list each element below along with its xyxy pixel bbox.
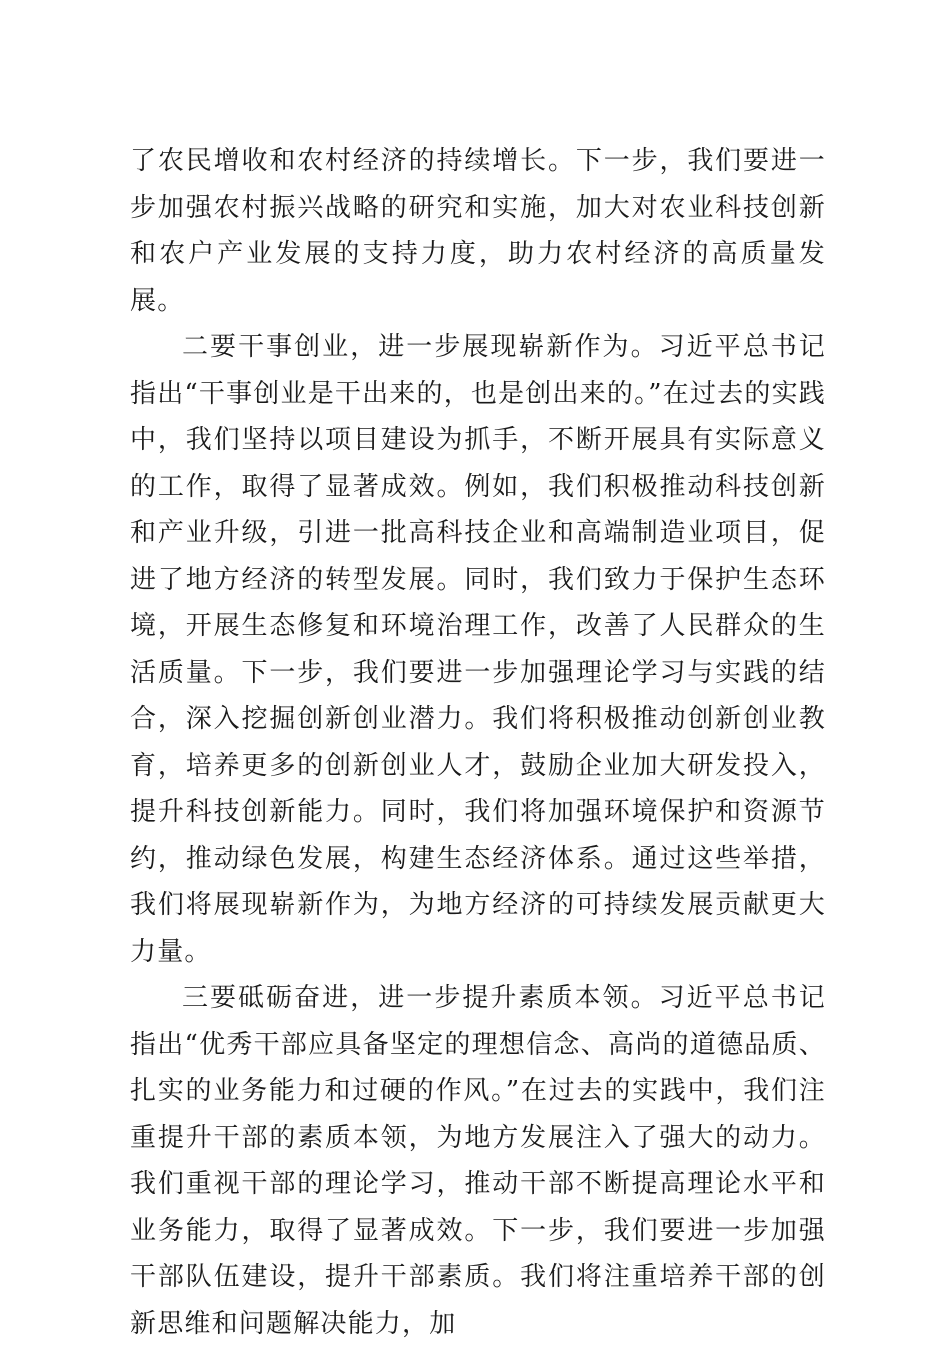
paragraph-second-point: 二要干事创业，进一步展现崭新作为。习近平总书记指出“干事创业是干出来的，也是创出来的。”在过去的实践中，我们坚持以项目建设为抓手，不断开展具有实际意义的工作，取得了显著成效。例如，我们积极推动科技创新和产业升级，引进一批高科技企业和高端制造业项目，促进了地方经济的转型发展。同时，我们致力于保护生态环境，开展生态修复和环境治理工作，改善了人民群众的生活质量。下一步，我们要进一步加强理论学习与实践的结合，深入挖掘创新创业潜力。我们将积极推动创新创业教育，培养更多的创新创业人才，鼓励企业加大研发投入，提升科技创新能力。同时，我们将加强环境保护和资源节约，推动绿色发展，构建生态经济体系。通过这些举措，我们将展现崭新作为，为地方经济的可持续发展贡献更大力量。 — [130, 332, 826, 967]
paragraph-third-point: 三要砥砺奋进，进一步提升素质本领。习近平总书记指出“优秀干部应具备坚定的理想信念、高尚的道德品质、扎实的业务能力和过硬的作风。”在过去的实践中，我们注重提升干部的素质本领，为地方发展注入了强大的动力。我们重视干部的理论学习，推动干部不断提高理论水平和业务能力，取得了显著成效。下一步，我们要进一步加强干部队伍建设，提升干部素质。我们将注重培养干部的创新思维和问题解决能力，加 — [130, 983, 826, 1339]
document-body — [130, 138, 826, 1347]
paragraph-continuation: 了农民增收和农村经济的持续增长。下一步，我们要进一步加强农村振兴战略的研究和实施，加大对农业科技创新和农户产业发展的支持力度，助力农村经济的高质量发展。 — [130, 146, 826, 316]
